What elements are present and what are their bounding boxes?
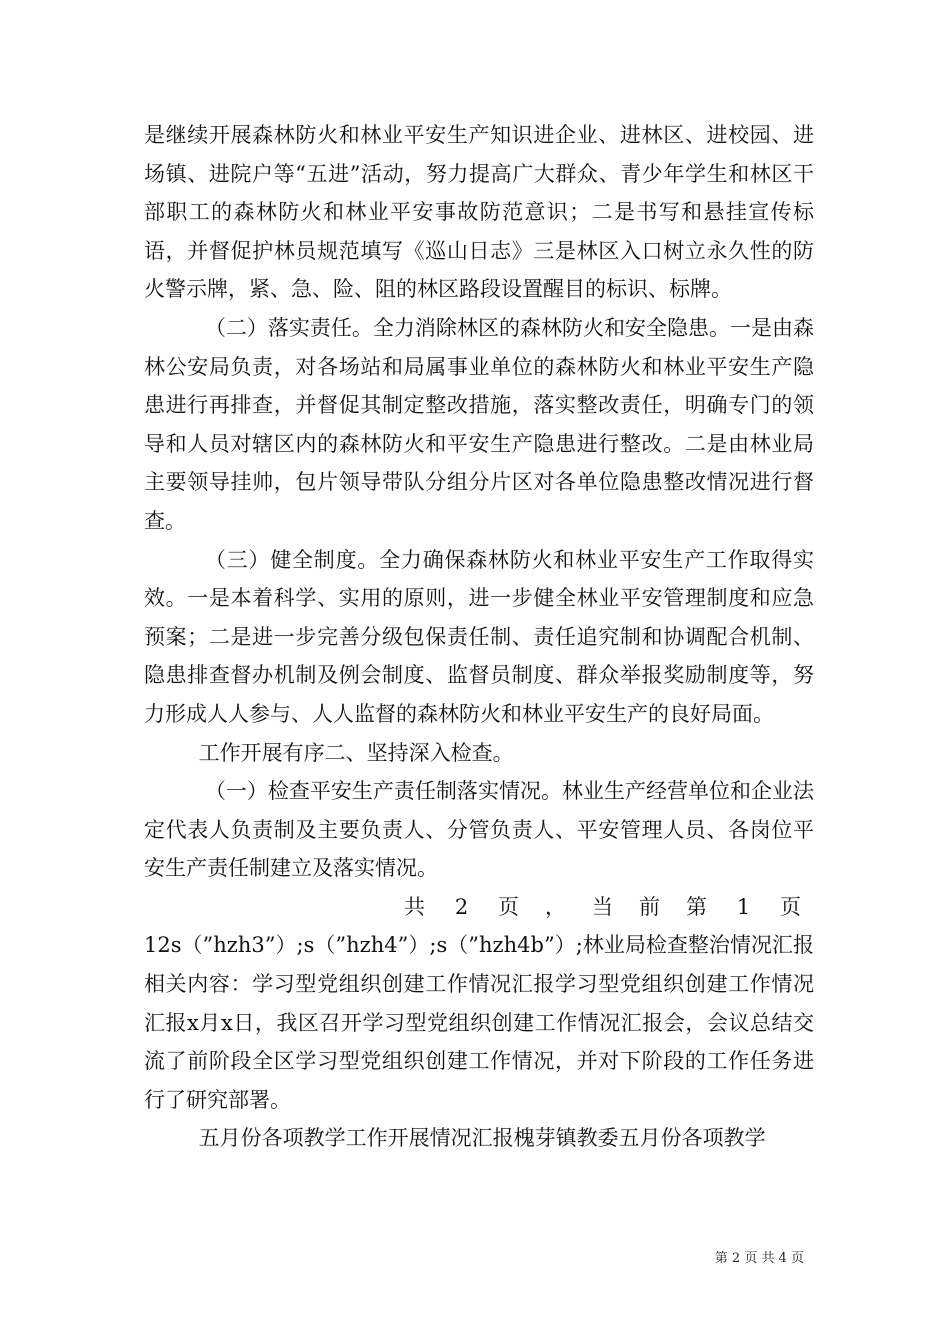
marker-char: 页 <box>780 894 801 919</box>
paragraph-7: 五月份各项教学工作开展情况汇报槐芽镇教委五月份各项教学 <box>198 1126 766 1151</box>
marker-char: ， <box>545 894 566 919</box>
document-body <box>144 116 814 1158</box>
inline-page-marker <box>144 888 814 927</box>
marker-char: 当 <box>592 894 613 919</box>
marker-char: 1 <box>736 894 751 919</box>
paragraph-1: 是继续开展森林防火和林业平安生产知识进企业、进林区、进校园、进场镇、进院户等“五进”活动，努力提高广大群众、青少年学生和林区干部职工的森林防火和林业平安事故防范意识；二是书写和悬挂宣传标语，并督促护林员规范填写《巡山日志》三是林区入口树立永久性的防火警示牌，紧、急、险、阻的林区路段设置醒目的标识、标牌。 <box>144 123 814 302</box>
marker-char: 页 <box>498 894 519 919</box>
page-footer: 第 2 页 共 4 页 <box>714 1251 804 1266</box>
paragraph-3: （三）健全制度。全力确保森林防火和林业平安生产工作取得实效。一是本着科学、实用的原则，进一步健全林业平安管理制度和应急预案；二是进一步完善分级包保责任制、责任追究制和协调配合机制、隐患排查督办机制及例会制度、监督员制度、群众举报奖励制度等，努力形成人人参与、人人监督的森林防火和林业平安生产的良好局面。 <box>144 547 814 726</box>
paragraph-2: （二）落实责任。全力消除林区的森林防火和安全隐患。一是由森林公安局负责，对各场站和局属事业单位的森林防火和林业平安生产隐患进行再排查，并督促其制定整改措施，落实整改责任，明确专门的领导和人员对辖区内的森林防火和平安生产隐患进行整改。二是由林业局主要领导挂帅，包片领导带队分组分片区对各单位隐患整改情况进行督查。 <box>144 315 814 533</box>
paragraph-4: 工作开展有序二、坚持深入检查。 <box>198 740 514 765</box>
paragraph-6: 12s（”hzh3”）;s（”hzh4”）;s（”hzh4b”）;林业局检查整治情况汇报相关内容：学习型党组织创建工作情况汇报学习型党组织创建工作情况汇报x月x日，我区召开学习型党组织创建工作情况汇报会，会议总结交流了前阶段全区学习型党组织创建工作情况，并对下阶段的工作任务进行了研究部署。 <box>144 933 814 1112</box>
marker-char: 共 <box>404 894 425 919</box>
marker-char: 2 <box>454 894 469 919</box>
marker-char: 第 <box>686 894 707 919</box>
paragraph-5: （一）检查平安生产责任制落实情况。林业生产经营单位和企业法定代表人负责制及主要负责人、分管负责人、平安管理人员、各岗位平安生产责任制建立及落实情况。 <box>144 779 814 881</box>
marker-char: 前 <box>639 894 660 919</box>
